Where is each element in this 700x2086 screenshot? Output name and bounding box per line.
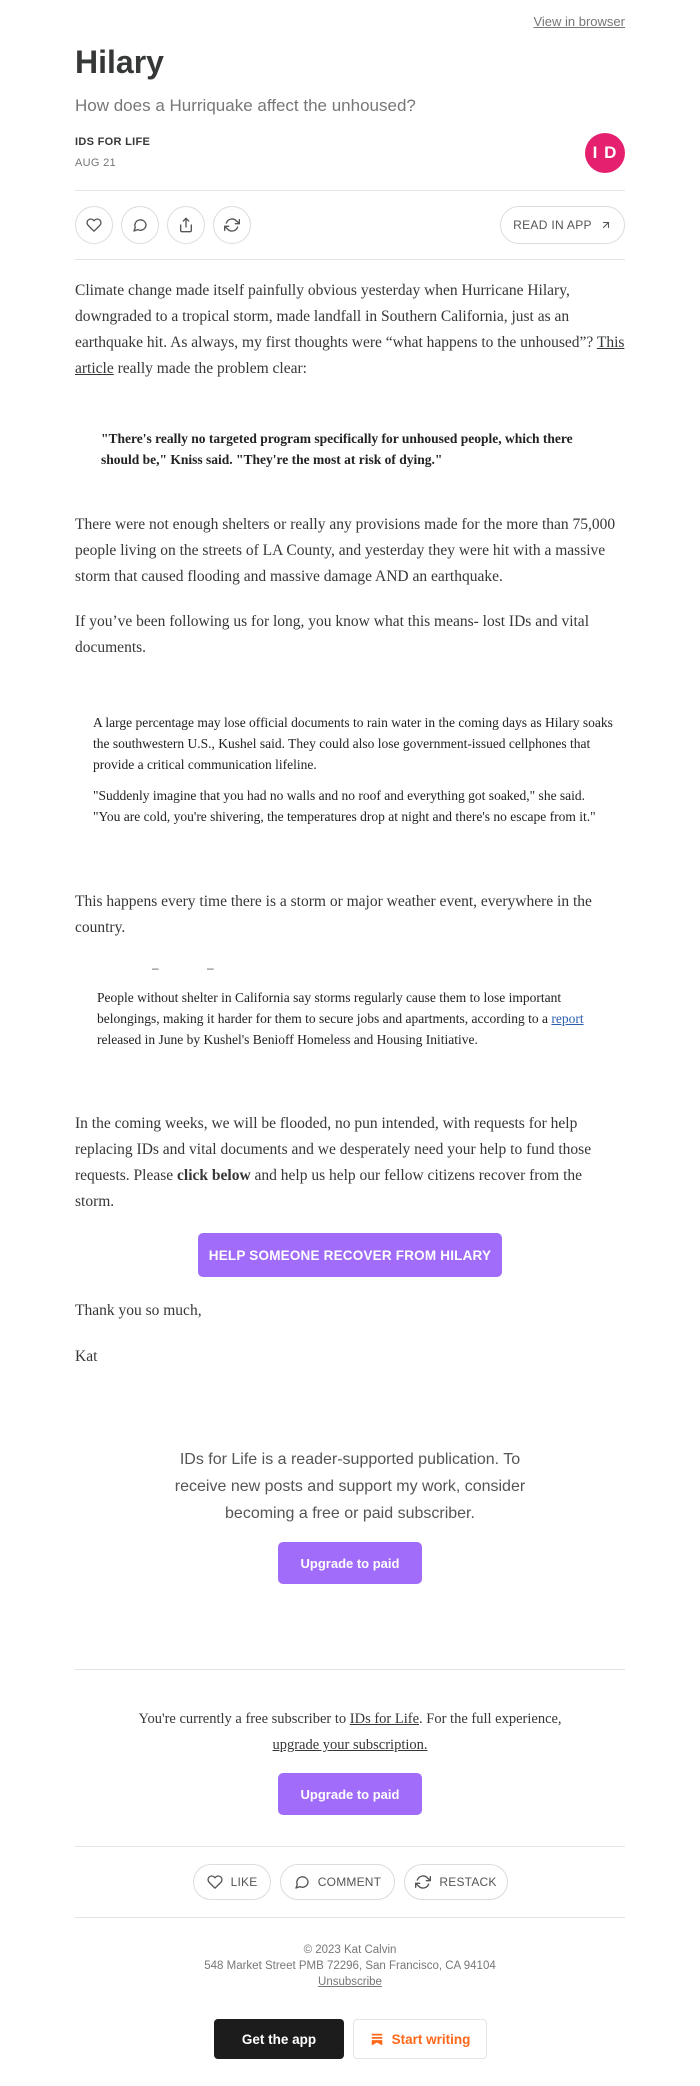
upgrade-to-paid-button[interactable]: Upgrade to paid: [278, 1542, 422, 1584]
publication-avatar[interactable]: I D: [585, 133, 625, 173]
heart-icon: [86, 217, 102, 233]
start-writing-button[interactable]: [353, 2019, 487, 2059]
paragraph: If you’ve been following us for long, you know what this means- lost IDs and vital documents.: [75, 613, 589, 656]
paragraph-bold: click below: [177, 1167, 251, 1184]
comment-button[interactable]: [121, 206, 159, 244]
quoted-excerpt: A large percentage may lose official documents to rain water in the coming days as Hilary soaks the southwestern U.S., Kushel said. They could also lose government-issued cellphones that provide a critical communication lifeline.: [93, 715, 613, 772]
paragraph-text: and help us help our fellow citizens recover from the storm.: [75, 1167, 583, 1210]
paragraph-text: really made the problem clear:: [113, 360, 307, 377]
copyright: © 2023 Kat Calvin: [303, 1944, 397, 1956]
comment-icon: [132, 217, 148, 233]
view-in-browser-link[interactable]: View in browser: [533, 14, 625, 29]
subscribe-pitch: IDs for Life is a reader-supported publication. To receive new posts and support my work, consider becoming a free or paid subscriber.: [174, 1451, 526, 1522]
excerpt-text: released in June by Kushel's Benioff Homeless and Housing Initiative.: [97, 1032, 478, 1047]
like-label: LIKE: [230, 1875, 258, 1889]
restack-icon: [415, 1874, 431, 1890]
restack-icon: [224, 217, 240, 233]
divider: [75, 190, 625, 191]
comment-label: COMMENT: [317, 1875, 382, 1889]
upgrade-to-paid-button[interactable]: Upgrade to paid: [278, 1773, 422, 1815]
note-text: . For the full experience,: [419, 1711, 562, 1727]
read-in-app-button[interactable]: [500, 206, 625, 244]
article-link[interactable]: This article: [75, 334, 625, 377]
subscription-note: [75, 1706, 625, 1758]
report-link[interactable]: report: [551, 1011, 584, 1026]
divider: [75, 1846, 625, 1847]
start-writing-label: Start writing: [391, 2031, 471, 2047]
restack-button[interactable]: [213, 206, 251, 244]
quoted-excerpt: [97, 987, 612, 1050]
upgrade-subscription-link[interactable]: upgrade your subscription.: [272, 1737, 428, 1753]
paragraph: [75, 1111, 625, 1215]
help-recover-button[interactable]: HELP SOMEONE RECOVER FROM HILARY: [198, 1233, 502, 1277]
publication-name[interactable]: IDS FOR LIFE: [75, 136, 151, 148]
unsubscribe-link[interactable]: Unsubscribe: [318, 1976, 382, 1988]
divider: [75, 1669, 625, 1670]
note-text: You're currently a free subscriber to: [138, 1711, 350, 1727]
paragraph-text: In the coming weeks, we will be flooded, no pun intended, with requests for help replacing IDs and vital documents and we desperately need your help to fund those requests. Please: [75, 1115, 592, 1184]
post-subtitle: How does a Hurriquake affect the unhoused?: [75, 96, 416, 115]
decorative-dash: –: [152, 961, 159, 975]
address: 548 Market Street PMB 72296, San Francisco, CA 94104: [204, 1960, 496, 1972]
restack-pill-button[interactable]: [404, 1864, 508, 1900]
excerpt-text: People without shelter in California say storms regularly cause them to lose important belongings, making it harder for them to secure jobs and apartments, according to a: [97, 990, 562, 1026]
like-button[interactable]: [75, 206, 113, 244]
divider: [75, 259, 625, 260]
share-button[interactable]: [167, 206, 205, 244]
comment-pill-button[interactable]: [280, 1864, 395, 1900]
arrow-up-right-icon: [600, 219, 612, 231]
decorative-dash: –: [207, 961, 214, 975]
quoted-excerpt: "Suddenly imagine that you had no walls and no roof and everything got soaked," she said. "You are cold, you're shivering, the temperatures drop at night and there's no escape from it.": [93, 788, 596, 824]
get-the-app-button[interactable]: Get the app: [214, 2019, 344, 2059]
paragraph-text: Climate change made itself painfully obvious yesterday when Hurricane Hilary, downgraded to a tropical storm, made landfall in Southern California, just as an earthquake hit. As always, my first thoughts were “what happens to the unhoused”?: [75, 282, 597, 351]
publication-link[interactable]: IDs for Life: [349, 1711, 420, 1727]
divider: [75, 1917, 625, 1918]
comment-icon: [294, 1874, 310, 1890]
paragraph: This happens every time there is a storm or major weather event, everywhere in the country.: [75, 893, 592, 936]
paragraph: [75, 278, 625, 382]
post-date: AUG 21: [75, 157, 116, 169]
paragraph: There were not enough shelters or really any provisions made for the more than 75,000 people living on the streets of LA County, and yesterday they were hit with a massive storm that caused flooding and massive damage AND an earthquake.: [75, 516, 616, 585]
post-title: Hilary: [75, 44, 164, 80]
heart-icon: [207, 1874, 223, 1890]
like-pill-button[interactable]: [193, 1864, 271, 1900]
pull-quote: "There's really no targeted program specifically for unhoused people, which there should be," Kniss said. "They're the most at risk of dying.": [101, 431, 573, 467]
share-icon: [178, 217, 194, 233]
closing-thanks: Thank you so much,: [75, 1302, 202, 1319]
signature: Kat: [75, 1348, 98, 1365]
read-in-app-label: READ IN APP: [513, 218, 592, 232]
substack-logo-icon: [370, 2032, 384, 2046]
restack-label: RESTACK: [439, 1875, 497, 1889]
